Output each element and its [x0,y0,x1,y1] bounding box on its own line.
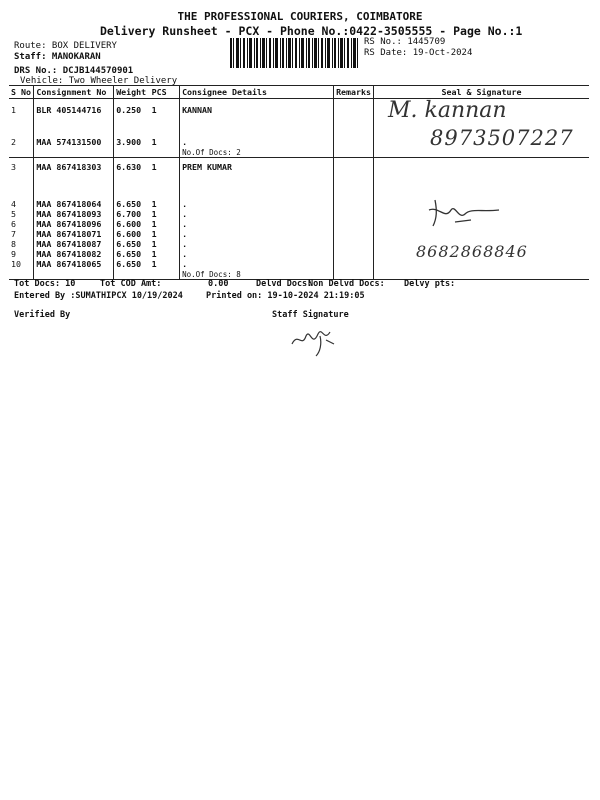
total-docs: Tot Docs: 10 [14,279,76,289]
staff-signature [290,322,344,358]
barcode [230,38,358,68]
vehicle-label: Vehicle: Two Wheeler Delivery [20,76,178,86]
docs-count-group2: No.Of Docs: 8 [182,270,241,279]
entered-by: Entered By :SUMATHIPCX 10/19/2024 [14,291,183,301]
docs-count-group1: No.Of Docs: 2 [182,147,241,157]
non-delivered-docs-label: Non Delvd Docs: [308,279,385,289]
row-consignment: BLR 405144716 [34,99,114,137]
row-pcs: 1 [151,105,157,115]
row-pcs: 1 [151,136,157,147]
col-header-consignee: Consignee Details [180,86,334,99]
row-sno: 2 [11,136,16,147]
row-remarks [334,137,374,158]
row-consignment: MAA 867418303 [34,157,114,199]
route-label: Route: BOX DELIVERY [14,41,117,51]
table-row: 9 MAA 867418082 6.650 1 . [9,249,589,259]
rs-date: RS Date: 19-Oct-2024 [364,48,473,58]
table-row: 7 MAA 867418071 6.600 1 . [9,229,589,239]
row-sno: 3 [11,161,16,172]
printed-on: Printed on: 19-10-2024 21:19:05 [206,291,365,301]
col-header-weight: Weight [114,86,150,99]
table-header-row [9,86,589,99]
handwritten-phone-1: 8973507227 [430,126,574,150]
row-consignee: . No.Of Docs: 8 [180,259,334,280]
delivery-points-label: Delvy pts: [404,279,456,289]
total-cod-value: 0.00 [208,279,229,289]
row-weight: 6.630 [114,157,150,199]
row-weight: 0.250 [114,99,150,137]
row-sno: 1 [11,105,16,115]
row-remarks [334,157,374,199]
row-seal [374,157,589,199]
handwritten-phone-2: 8682868846 [416,242,528,261]
row-remarks [334,99,374,137]
table-row: 6 MAA 867418096 6.600 1 . [9,219,589,229]
delivered-docs-label: Delvd Docs: [256,279,313,289]
row-consignment: MAA 574131500 [34,137,114,158]
row-pcs: 1 [151,161,157,172]
receiver-signature-2 [425,196,505,232]
row-weight: 3.900 [114,137,150,158]
staff-signature-label: Staff Signature [272,310,349,320]
handwritten-receiver-name: M. kannan [388,98,507,123]
company-title: THE PROFESSIONAL COURIERS, COIMBATORE [177,10,423,23]
table-row: 4 MAA 867418064 6.650 1 . [9,199,589,209]
table-row: 10 MAA 867418065 6.650 1 . No.Of Docs: 8 [9,259,589,280]
runsheet-subtitle: Delivery Runsheet - PCX - Phone No.:0422-3505555 - Page No.:1 [100,24,523,38]
rs-number: RS No.: 1445709 [364,37,446,47]
total-cod-label: Tot COD Amt: [100,279,162,289]
col-header-consignment: Consignment No [34,86,114,99]
table-row [9,157,589,199]
col-header-sno: S No [9,86,34,99]
col-header-pcs: PCS [150,86,180,99]
col-header-remarks: Remarks [334,86,374,99]
drs-number: DRS No.: DCJB144570901 [14,66,134,76]
row-consignee: . No.Of Docs: 2 [180,137,334,158]
staff-label: Staff: MANOKARAN [14,52,101,62]
table-row: 8 MAA 867418087 6.650 1 . [9,239,589,249]
table-row: 5 MAA 867418093 6.700 1 . [9,209,589,219]
row-consignee: PREM KUMAR [180,157,334,199]
row-consignee: KANNAN [180,99,334,137]
col-header-seal: Seal & Signature [374,86,589,99]
verified-by-label: Verified By [14,310,71,320]
